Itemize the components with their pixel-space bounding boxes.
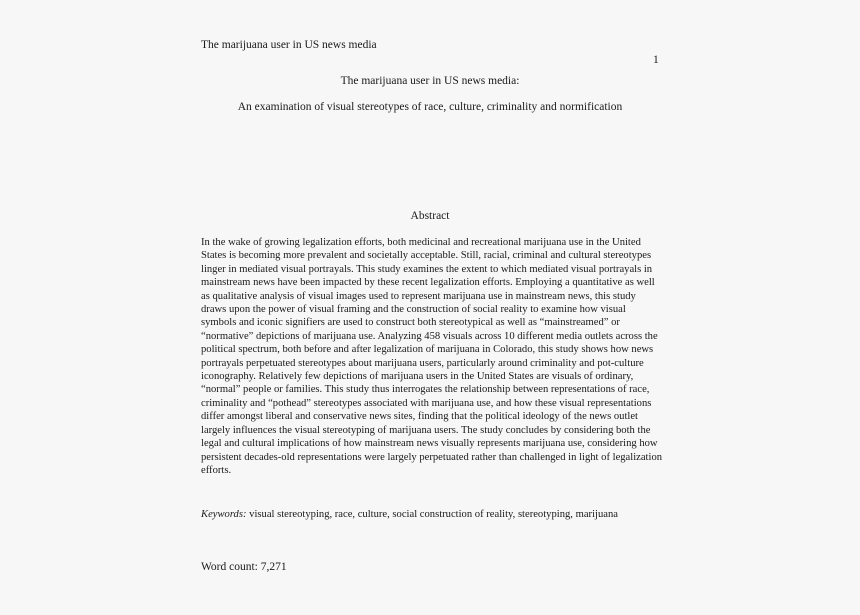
abstract-text: In the wake of growing legalization efforts, both medicinal and recreational marijuana use in the United States is becoming more prevalent and societally acceptable. Still, racial, criminal and cultural stereotypes linger in mediated visual portrayals. This study examines the extent to which mediated visual portrayals in mainstream news have been impacted by these recent legalization efforts. Employing a quantitative as well as qualitative analysis of visual images used to represent marijuana use in mainstream news, this study draws upon the power of visual framing and the construction of social reality to examine how visual symbols and iconic signifiers are used to construct both stereotypical as well as “mainstreamed” or “normative” depictions of marijuana use. Analyzing 458 visuals across 10 different media outlets across the political spectrum, both before and after legalization of marijuana in Colorado, this study shows how news portrayals perpetuated stereotypes about marijuana users, particularly around criminality and pot-culture iconography. Relatively few depictions of marijuana users in the United States are visuals of ordinary, “normal” people or families. This study thus interrogates the relationship between representations of race, criminality and “pothead” stereotypes associated with marijuana use, and how these visual representations differ amongst liberal and conservative news sites, finding that the political ideology of the news outlet largely influences the visual stereotyping of marijuana users. The study concludes by considering both the legal and cultural implications of how mainstream news visually represents marijuana use, considering how persistent decades-old representations were largely perpetuated rather than challenged in light of legalization efforts. <box>201 237 663 476</box>
paper-subtitle: An examination of visual stereotypes of race, culture, criminality and normification <box>237 101 623 113</box>
page-number: 1 <box>653 54 659 66</box>
keywords-list: visual stereotyping, race, culture, social construction of reality, stereotyping, marijuana <box>246 509 618 520</box>
word-count: Word count: 7,271 <box>201 561 287 573</box>
abstract-heading: Abstract <box>410 210 450 222</box>
running-head: The marijuana user in US news media <box>201 39 377 51</box>
paper-title: The marijuana user in US news media: <box>340 75 520 87</box>
keywords-label: Keywords: <box>201 509 247 520</box>
keywords <box>201 508 663 521</box>
